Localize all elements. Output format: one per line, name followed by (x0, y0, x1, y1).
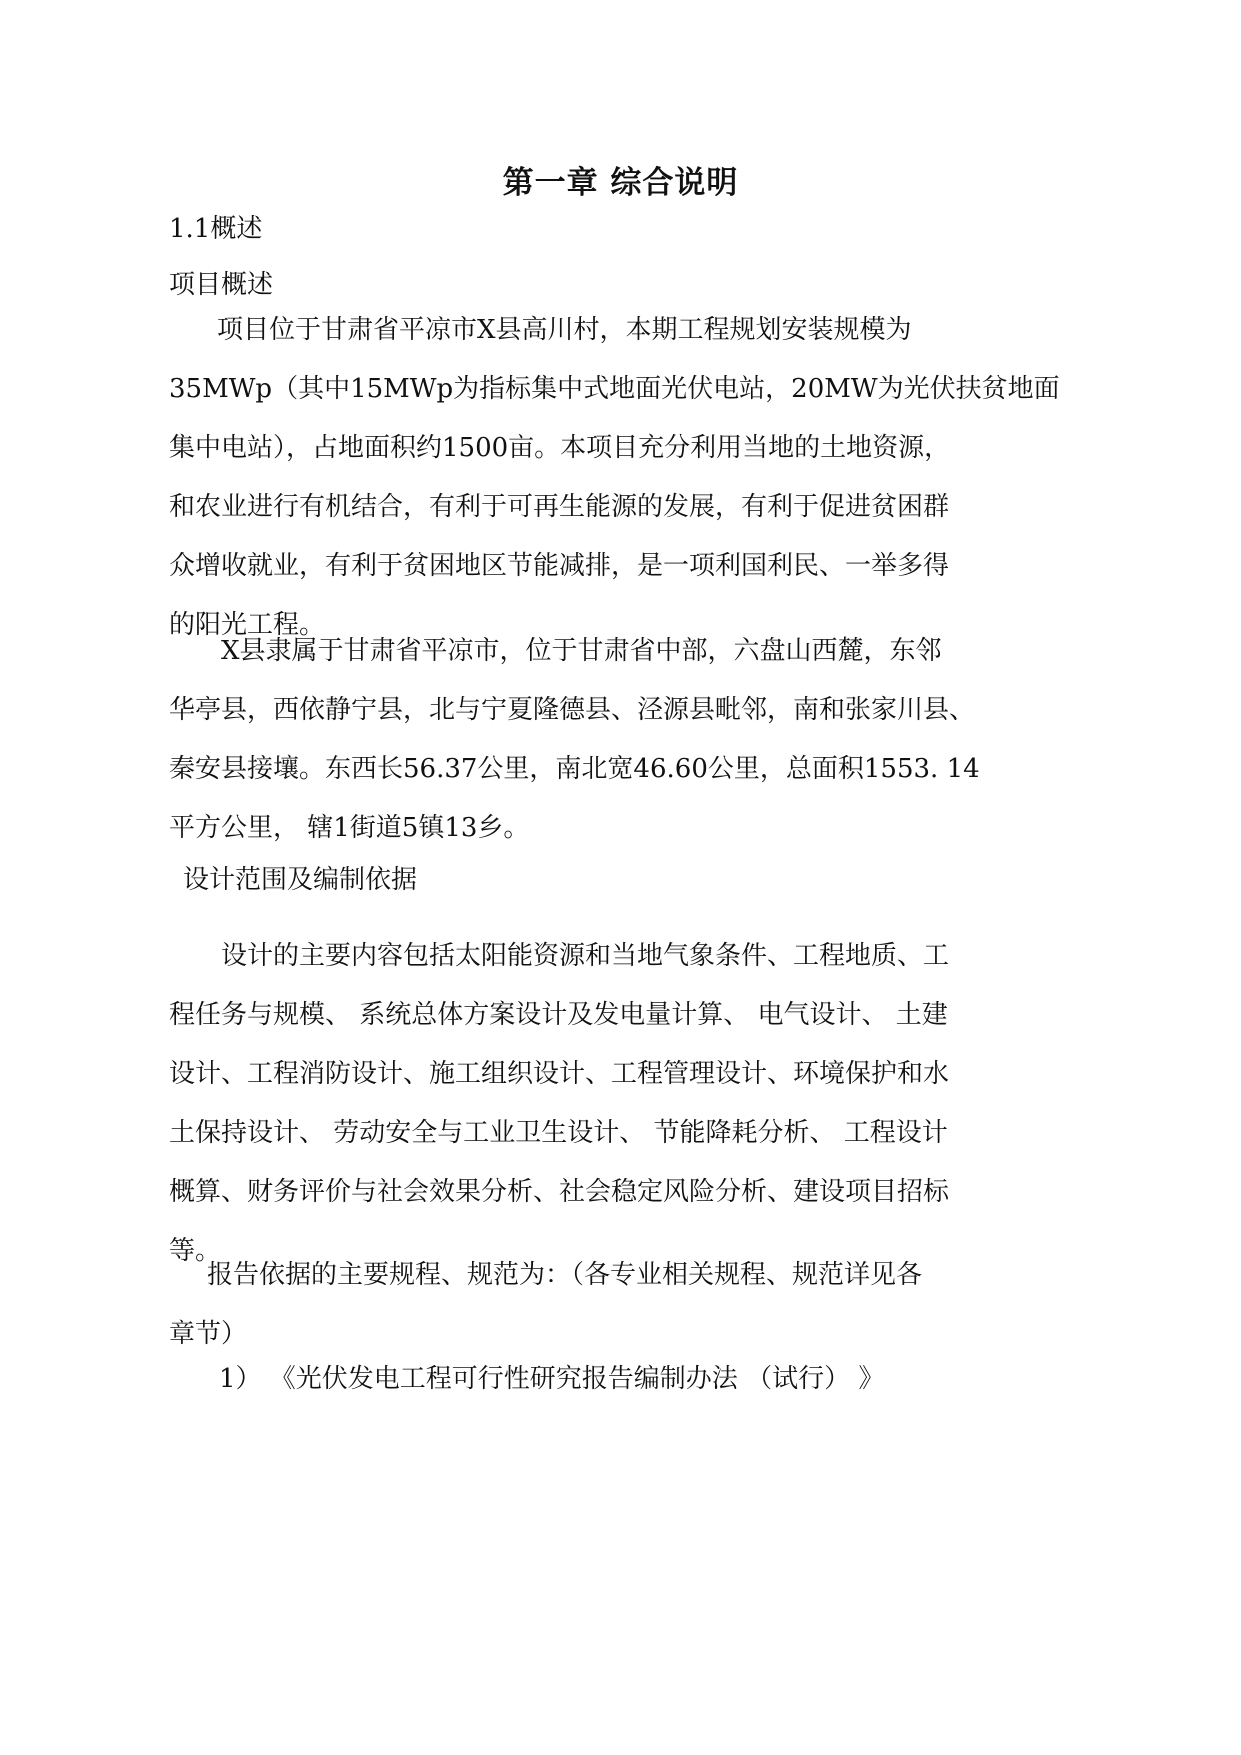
list-item-1: 1） 《光伏发电工程可行性研究报告编制办法 （试行） 》 (219, 1364, 885, 1394)
text-line: 程任务与规模、 系统总体方案设计及发电量计算、 电气设计、 土建 (169, 1000, 948, 1030)
text-line: 项目位于甘肃省平凉市X县高川村，本期工程规划安装规模为 (217, 315, 912, 345)
text-line: 设计的主要内容包括太阳能资源和当地气象条件、工程地质、工 (221, 941, 950, 971)
text-line: 华亭县，西依静宁县，北与宁夏隆德县、泾源县毗邻，南和张家川县、 (169, 695, 976, 725)
text-line: 等。 (169, 1236, 222, 1266)
text-line: 章节） (169, 1319, 248, 1349)
overview-paragraph-2 (169, 622, 1069, 858)
text-line: 土保持设计、 劳动安全与工业卫生设计、 节能降耗分析、 工程设计 (169, 1118, 948, 1148)
text-line: 众增收就业，有利于贫困地区节能减排，是一项利国利民、一举多得 (169, 551, 950, 581)
overview-subheading: 项目概述 (169, 270, 274, 300)
design-paragraph-1 (169, 927, 1069, 1281)
text-line: 设计、工程消防设计、施工组织设计、工程管理设计、环境保护和水 (169, 1059, 950, 1089)
text-line: X县隶属于甘肃省平凉市，位于甘肃省中部，六盘山西麓，东邻 (221, 636, 942, 666)
chapter-title: 第一章 综合说明 (502, 165, 739, 201)
design-paragraph-2 (169, 1246, 1069, 1364)
text-line: 概算、财务评价与社会效果分析、社会稳定风险分析、建设项目招标 (169, 1177, 950, 1207)
text-line: 平方公里， 辖1街道5镇13乡。 (169, 813, 530, 843)
overview-paragraph-1 (169, 301, 1069, 655)
design-subheading: 设计范围及编制依据 (183, 865, 418, 895)
text-line: 35MWp（其中15MWp为指标集中式地面光伏电站，20MW为光伏扶贫地面 (169, 374, 1060, 404)
text-line: 秦安县接壤。东西长56.37公里，南北宽46.60公里，总面积1553. 14 (169, 754, 980, 784)
text-line: 和农业进行有机结合，有利于可再生能源的发展，有利于促进贫困群 (169, 492, 950, 522)
text-line: 报告依据的主要规程、规范为：（各专业相关规程、规范详见各 (207, 1260, 923, 1290)
text-line: 集中电站），占地面积约1500亩。本项目充分利用当地的土地资源， (169, 433, 951, 463)
text-line: 的阳光工程。 (169, 610, 326, 640)
section-heading: 1.1概述 (169, 214, 263, 244)
